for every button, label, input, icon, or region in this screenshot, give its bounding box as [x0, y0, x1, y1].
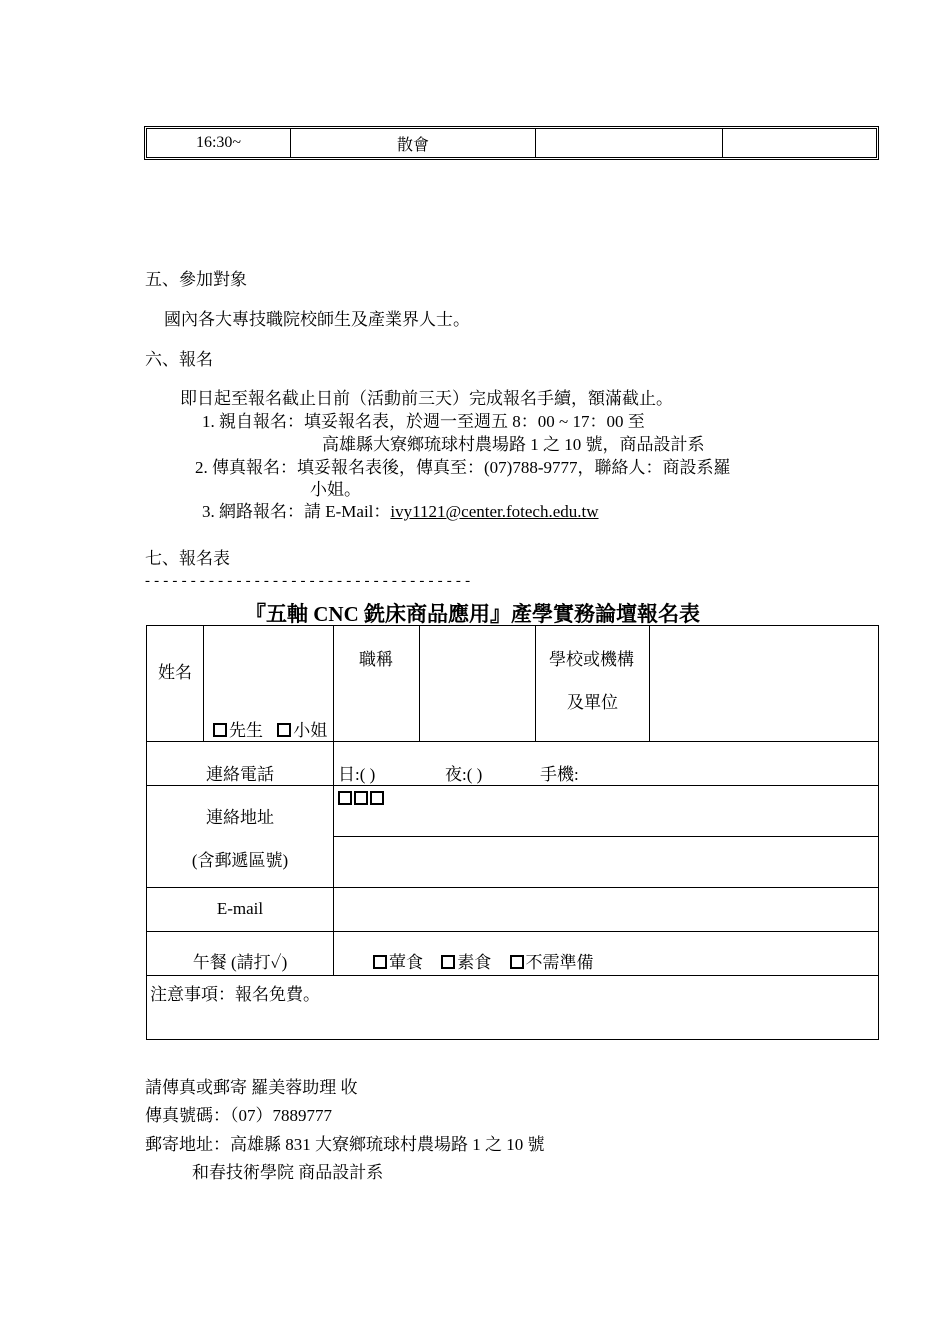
form-row-divider — [147, 975, 878, 976]
job-title-input[interactable] — [421, 626, 534, 740]
section6-item1-line1: 1. 親自報名：填妥報名表，於週一至週五 8：00 ~ 17：00 至 — [202, 412, 645, 431]
section6-intro: 即日起至報名截止日前（活動前三天）完成報名手續，額滿截止。 — [180, 389, 673, 408]
form-col-divider — [333, 626, 334, 975]
name-label: 姓名 — [158, 663, 192, 682]
email-input[interactable] — [335, 888, 877, 930]
footer-fax: 傳真號碼：（07）7889777 — [145, 1106, 332, 1125]
org-input[interactable] — [651, 626, 877, 740]
lunch-veg-label: 素食 — [457, 953, 492, 972]
section7-heading: 七、報名表 — [145, 549, 230, 568]
section6-item1-line2: 高雄縣大寮鄉琉球村農場路 1 之 10 號，商品設計系 — [322, 435, 705, 454]
form-row-divider — [147, 931, 878, 932]
section6-item3-label: 3. 網路報名：請 E-Mail： — [202, 502, 391, 521]
footer-address: 郵寄地址：高雄縣 831 大寮鄉琉球村農場路 1 之 10 號 — [145, 1135, 545, 1154]
section6-item3 — [202, 497, 599, 522]
schedule-time-cell: 16:30~ — [147, 129, 291, 157]
mr-label: 先生 — [229, 721, 263, 740]
lunch-options — [373, 948, 594, 973]
phone-label: 連絡電話 — [206, 765, 274, 784]
form-row-divider — [147, 785, 878, 786]
phone-mobile-field[interactable]: 手機: — [540, 765, 579, 784]
section6-heading: 六、報名 — [145, 350, 213, 369]
address-sub-label: (含郵遞區號) — [191, 851, 289, 870]
salutation-group — [213, 716, 327, 741]
lunch-none-label: 不需準備 — [525, 953, 594, 972]
form-col-divider — [535, 626, 536, 741]
contact-email-link[interactable]: ivy1121@center.fotech.edu.tw — [390, 502, 599, 521]
address-input[interactable] — [335, 837, 877, 886]
lunch-label: 午餐 (請打✓) — [192, 953, 288, 972]
schedule-cell-3 — [536, 129, 723, 157]
mr-checkbox[interactable] — [213, 723, 227, 737]
lunch-veg-checkbox[interactable] — [441, 955, 455, 969]
postal-digit-box[interactable] — [370, 791, 384, 805]
registration-form — [146, 625, 879, 1040]
postal-digit-box[interactable] — [338, 791, 352, 805]
form-row-divider — [147, 741, 878, 742]
name-input[interactable] — [205, 626, 332, 706]
form-col-divider — [649, 626, 650, 741]
schedule-item-cell: 散會 — [291, 129, 536, 157]
form-notes: 注意事項：報名免費。 — [150, 985, 320, 1004]
postal-code-boxes[interactable] — [338, 789, 386, 809]
postal-digit-box[interactable] — [354, 791, 368, 805]
org-label-line2: 及單位 — [567, 693, 618, 712]
email-label: E-mail — [216, 899, 264, 918]
footer-department: 和春技術學院 商品設計系 — [192, 1163, 384, 1182]
lunch-meat-checkbox[interactable] — [373, 955, 387, 969]
org-label-line1: 學校或機構 — [549, 650, 634, 669]
address-label: 連絡地址 — [206, 808, 274, 827]
ms-checkbox[interactable] — [277, 723, 291, 737]
section5-body: 國內各大專技職院校師生及產業界人士。 — [164, 310, 470, 329]
section6-item2-line1: 2. 傳真報名：填妥報名表後，傳真至：(07)788-9777，聯絡人：商設系羅 — [195, 458, 731, 477]
lunch-none-checkbox[interactable] — [510, 955, 524, 969]
form-col-divider — [419, 626, 420, 741]
phone-night-field[interactable]: 夜:( ) — [445, 765, 483, 784]
section6-item2-line2: 小姐。 — [310, 480, 361, 499]
section5-heading: 五、參加對象 — [145, 270, 247, 289]
lunch-meat-label: 葷食 — [389, 953, 423, 972]
schedule-table-row — [144, 126, 879, 160]
form-title: 『五軸 CNC 銑床商品應用』產學實務論壇報名表 — [245, 602, 700, 626]
phone-day-field[interactable]: 日:( ) — [338, 765, 376, 784]
schedule-cell-4 — [723, 129, 876, 157]
job-title-label: 職稱 — [359, 650, 393, 669]
footer-line1: 請傳真或郵寄 羅美蓉助理 收 — [145, 1078, 358, 1097]
form-col-divider — [203, 626, 204, 741]
cut-line: - - - - - - - - - - - - - - - - - - - - - - - - - - - - - - - - - - - - — [145, 573, 471, 589]
ms-label: 小姐 — [293, 721, 328, 740]
